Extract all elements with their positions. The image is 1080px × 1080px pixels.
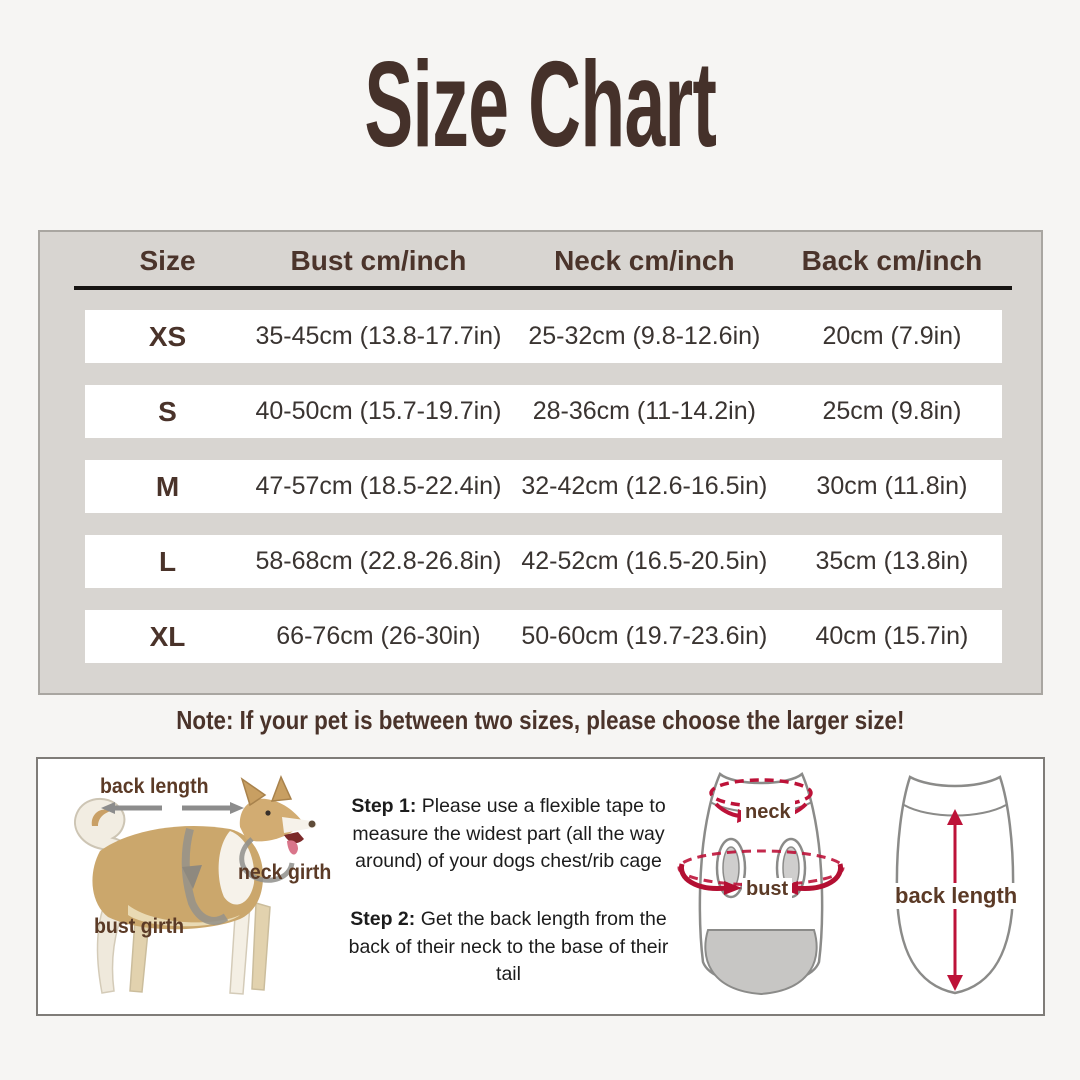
bust-girth-label: bust girth (94, 915, 185, 938)
back-cell: 25cm (9.8in) (822, 397, 962, 425)
table-row-m (85, 460, 1002, 513)
back-cell: 20cm (7.9in) (822, 322, 962, 350)
size-cell: XS (148, 320, 187, 352)
step-2-label: Step 2: (350, 908, 416, 931)
neck-girth-label: neck girth (238, 861, 332, 884)
neck-cell: 25-32cm (9.8-12.6in) (528, 322, 761, 350)
table-row-xl (85, 610, 1002, 663)
size-note-text: Note: If your pet is between two sizes, please choose the larger size! (175, 705, 905, 735)
table-row-l (85, 535, 1002, 588)
title-bar (0, 36, 1080, 172)
col-header-neck: Neck cm/inch (554, 245, 735, 276)
back-length-arrow-icon (100, 801, 245, 815)
garment-back-length-label: back length (891, 883, 1021, 909)
measuring-guide-panel (36, 757, 1045, 1016)
table-row-xs (85, 310, 1002, 363)
table-row-s (85, 385, 1002, 438)
measuring-steps (336, 793, 681, 1019)
table-body (85, 310, 1002, 685)
step-1-text: Step 1: Please use a flexible tape to measure the widest part (all the way around) of your dogs chest/rib cage (351, 795, 666, 873)
col-header-bust: Bust cm/inch (290, 245, 467, 276)
bust-cell: 47-57cm (18.5-22.4in) (255, 472, 502, 500)
col-header-size: Size (139, 245, 196, 276)
garment-neck-label: neck (741, 801, 795, 824)
table-header-row (85, 240, 1002, 282)
size-cell: S (158, 395, 177, 427)
header-divider (74, 286, 1012, 290)
back-cell: 35cm (13.8in) (815, 547, 969, 575)
step-1-label: Step 1: (351, 795, 417, 817)
size-cell: M (155, 470, 180, 502)
neck-cell: 50-60cm (19.7-23.6in) (521, 622, 768, 650)
garment-bust-label: bust (742, 878, 792, 901)
step-2-text: Step 2: Get the back length from the back of their neck to the base of their tail (348, 908, 669, 986)
size-table-panel (38, 230, 1043, 695)
col-header-back: Back cm/inch (801, 245, 983, 276)
size-cell: L (158, 545, 177, 577)
back-cell: 40cm (15.7in) (815, 622, 969, 650)
neck-cell: 28-36cm (11-14.2in) (532, 397, 756, 425)
bust-cell: 66-76cm (26-30in) (276, 622, 481, 650)
bust-cell: 40-50cm (15.7-19.7in) (255, 397, 502, 425)
back-cell: 30cm (11.8in) (816, 472, 968, 500)
bust-cell: 35-45cm (13.8-17.7in) (255, 322, 502, 350)
size-note (0, 702, 1080, 738)
neck-cell: 42-52cm (16.5-20.5in) (521, 547, 768, 575)
back-length-label: back length (100, 775, 209, 798)
size-cell: XL (149, 620, 186, 652)
page-title: Size Chart (364, 36, 716, 172)
bust-cell: 58-68cm (22.8-26.8in) (255, 547, 502, 575)
neck-cell: 32-42cm (12.6-16.5in) (521, 472, 768, 500)
